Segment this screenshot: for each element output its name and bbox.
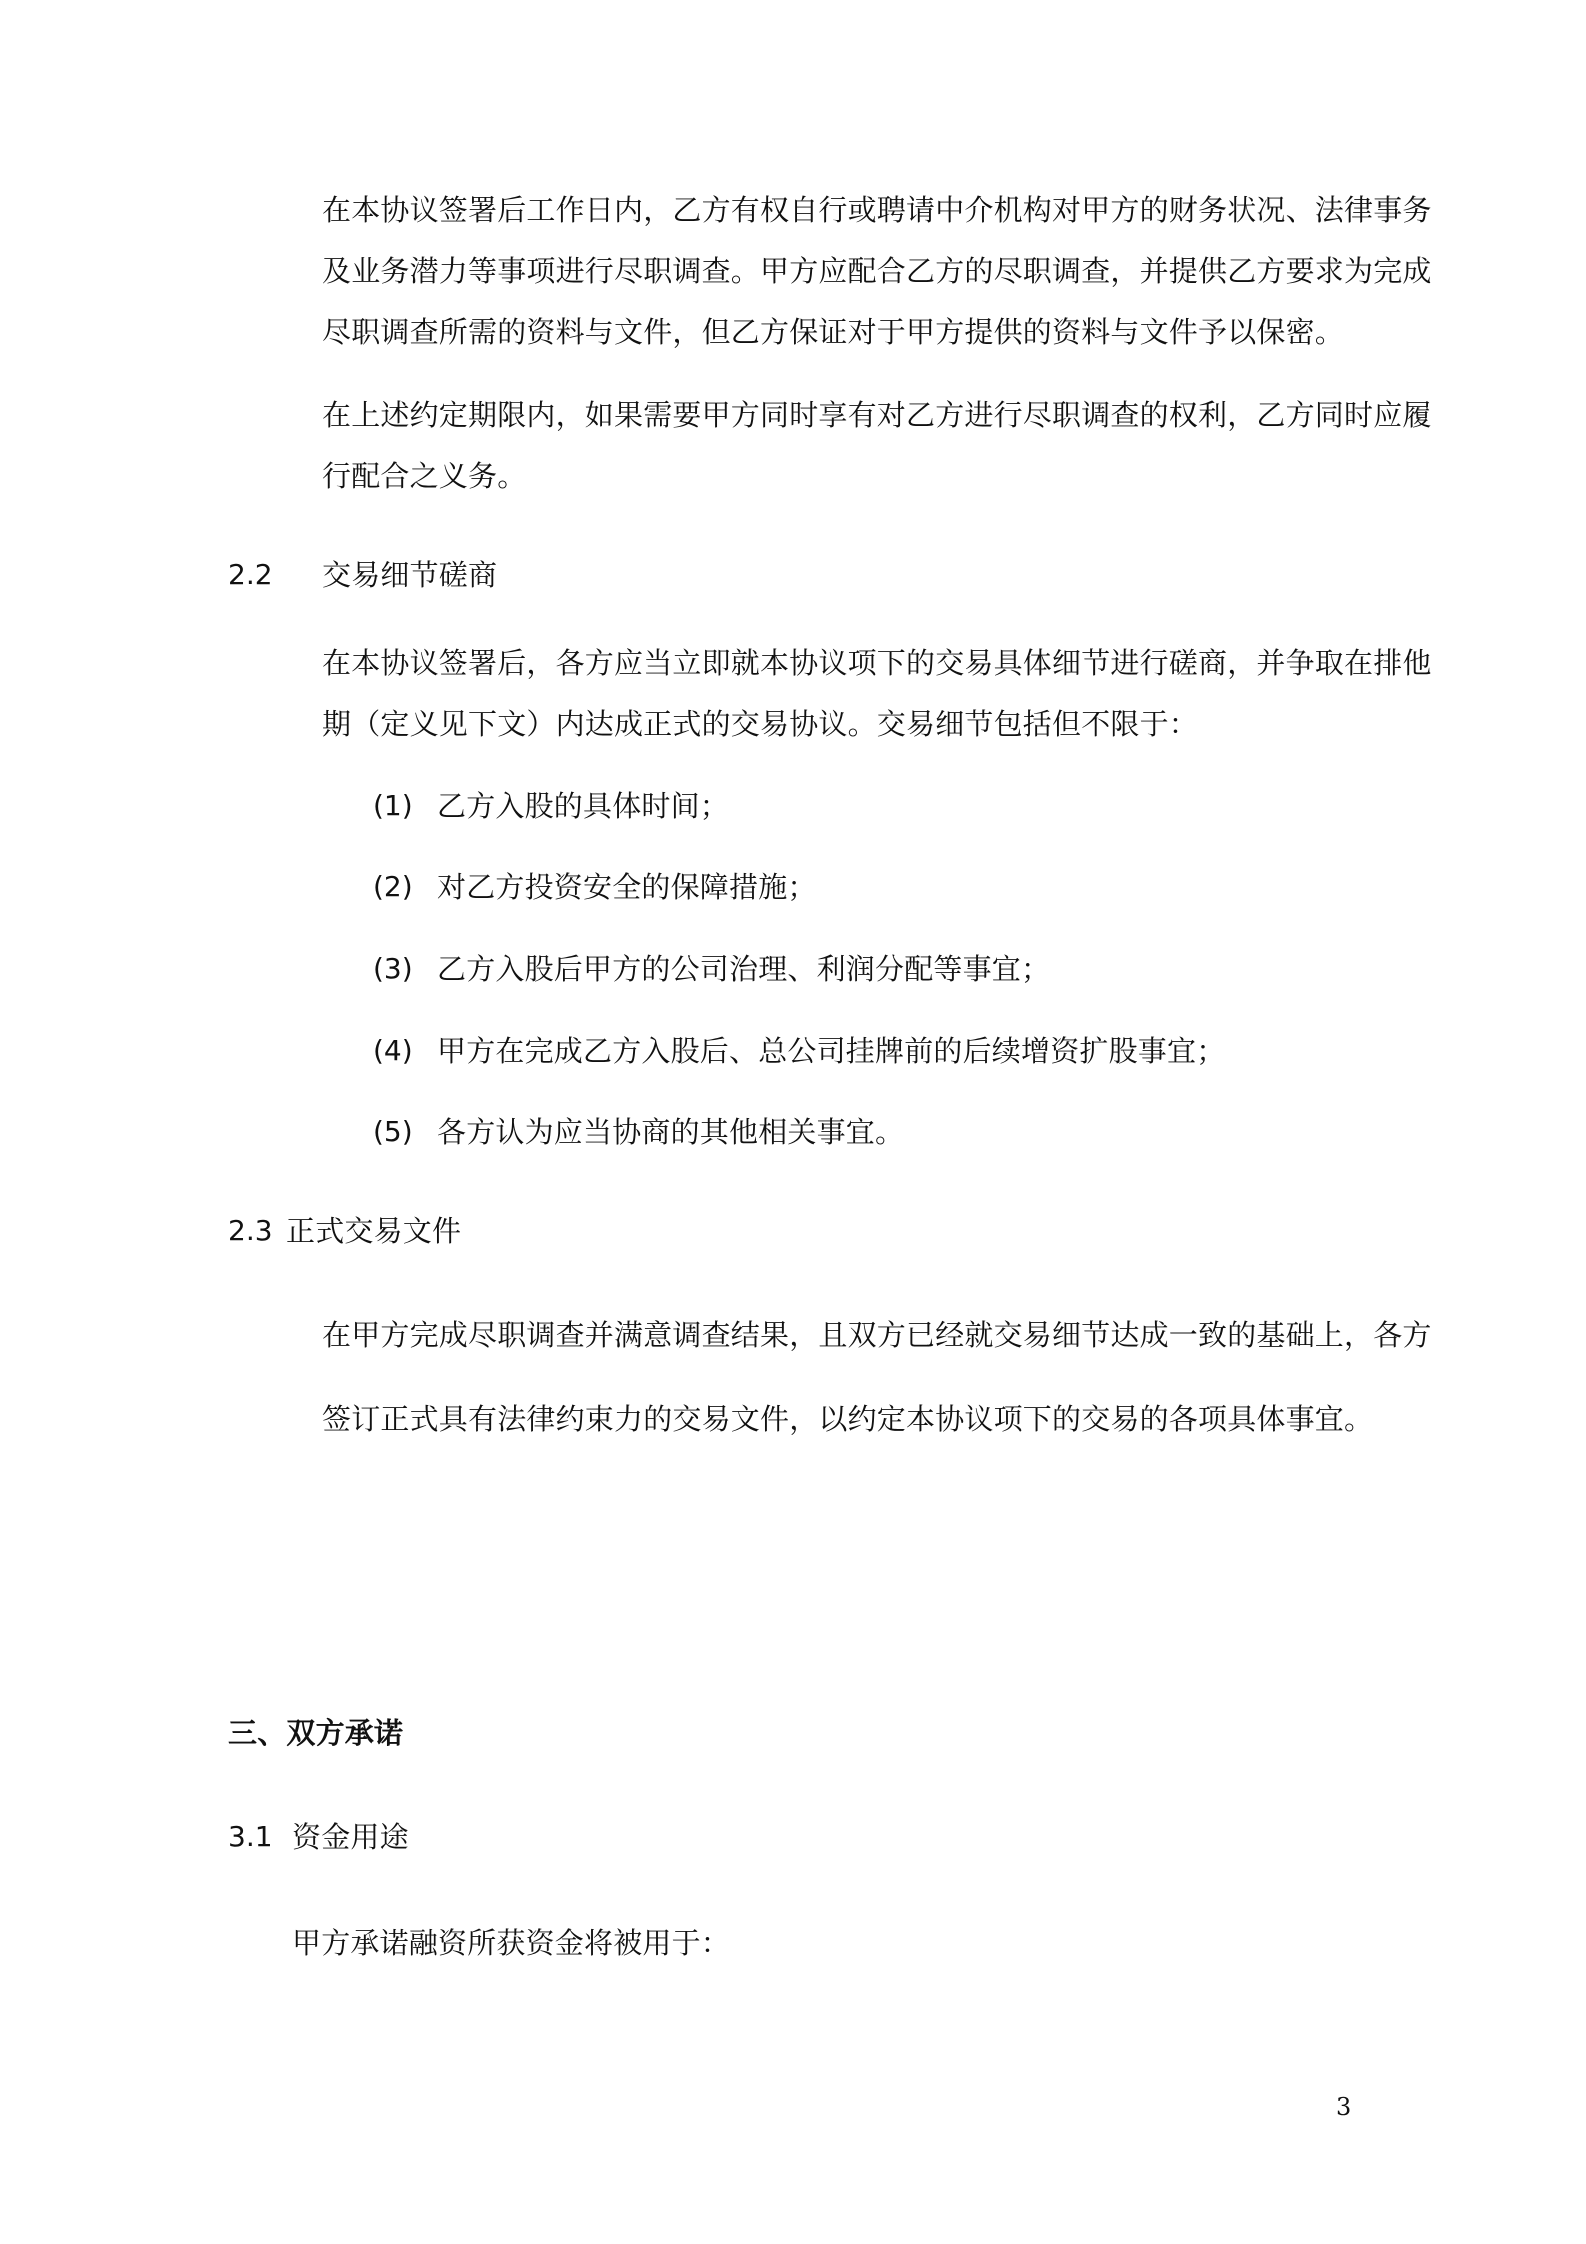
dd-para1-line3: 尽职调查所需的资料与文件，但乙方保证对于甲方提供的资料与文件予以保密。	[322, 315, 1345, 349]
page-number: 3	[1336, 2093, 1352, 2121]
list-item-number: (5)	[373, 1115, 413, 1148]
dd-para1-line2: 及业务潜力等事项进行尽职调查。甲方应配合乙方的尽职调查，并提供乙方要求为完成	[322, 254, 1432, 288]
section-2-2-number: 2.2	[228, 558, 273, 591]
section-3-1-title: 资金用途	[292, 1820, 409, 1854]
list-item-text: 各方认为应当协商的其他相关事宜。	[437, 1115, 905, 1149]
list-item-text: 乙方入股后甲方的公司治理、利润分配等事宜；	[437, 952, 1051, 986]
section-2-3-body-line2: 签订正式具有法律约束力的交易文件，以约定本协议项下的交易的各项具体事宜。	[322, 1402, 1374, 1436]
list-item-number: (1)	[373, 789, 413, 822]
list-item-number: (3)	[373, 952, 413, 985]
section-2-3-body-line1: 在甲方完成尽职调查并满意调查结果，且双方已经就交易细节达成一致的基础上，各方	[322, 1318, 1432, 1352]
section-3-1-body: 甲方承诺融资所获资金将被用于：	[292, 1926, 731, 1960]
section-2-2-title: 交易细节磋商	[322, 558, 498, 592]
dd-para1-line1: 在本协议签署后工作日内，乙方有权自行或聘请中介机构对甲方的财务状况、法律事务	[322, 193, 1432, 227]
list-item-text: 乙方入股的具体时间；	[437, 789, 730, 823]
section-2-3-number: 2.3	[228, 1214, 273, 1247]
chapter-3-heading: 三、双方承诺	[228, 1716, 404, 1750]
list-item-number: (2)	[373, 870, 413, 903]
section-2-2-intro-line1: 在本协议签署后，各方应当立即就本协议项下的交易具体细节进行磋商，并争取在排他	[322, 646, 1432, 680]
dd-para2-line1: 在上述约定期限内，如果需要甲方同时享有对乙方进行尽职调查的权利，乙方同时应履	[322, 398, 1432, 432]
list-item-text: 对乙方投资安全的保障措施；	[437, 870, 817, 904]
list-item-number: (4)	[373, 1034, 413, 1067]
dd-para2-line2: 行配合之义务。	[322, 459, 527, 493]
list-item-text: 甲方在完成乙方入股后、总公司挂牌前的后续增资扩股事宜；	[437, 1034, 1226, 1068]
section-2-3-title: 正式交易文件	[286, 1214, 462, 1248]
section-3-1-number: 3.1	[228, 1820, 273, 1853]
section-2-2-intro-line2: 期（定义见下文）内达成正式的交易协议。交易细节包括但不限于：	[322, 707, 1199, 741]
